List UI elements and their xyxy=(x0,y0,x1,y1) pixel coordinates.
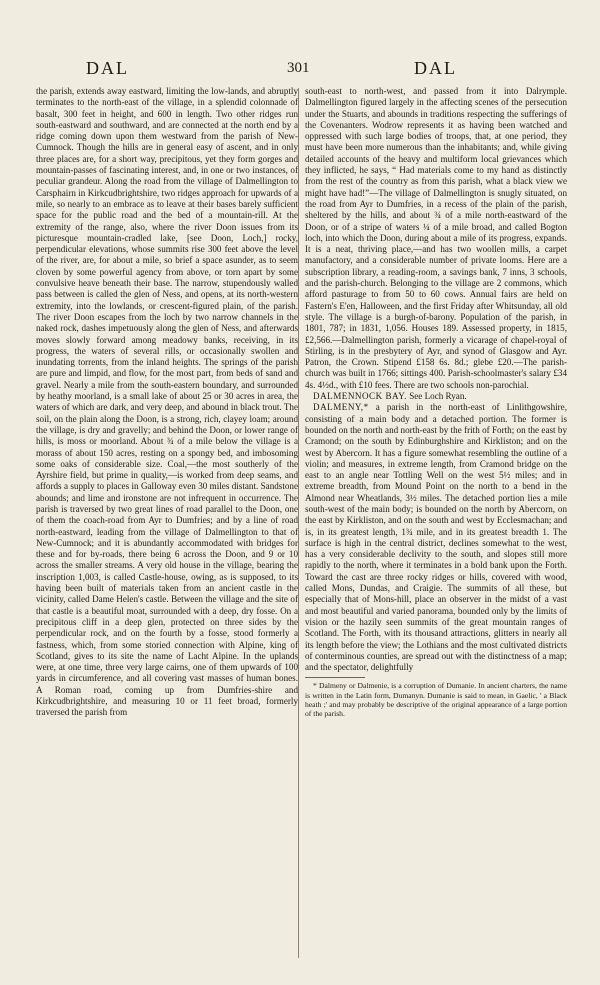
entry-heading: DALMENNOCK BAY. xyxy=(313,391,407,402)
header-left-keyword: DAL xyxy=(86,58,129,78)
entry-dalmennock-bay xyxy=(305,391,567,402)
right-column xyxy=(305,86,567,718)
entry-dalmeny xyxy=(305,402,567,673)
footnote: * Dalmeny or Dalmenie, is a corruption of Dumanie. In ancient charters, the name is written in the Latin form, Dumanyn. Dumanie is said to mean, in Gaelic, ' a Black heath ;' and may probably be descriptive of the original appearance of a large portion of the parish. xyxy=(305,681,567,719)
entry-text: See Loch Ryan. xyxy=(409,391,467,402)
entry-heading: DALMENY,* xyxy=(313,402,369,413)
footnote-rule xyxy=(305,677,365,678)
paragraph: the parish, extends away eastward, limiting the low-lands, and abruptly terminates to the north-east of the village, in a splendid colonnade of basalt, 300 feet in height, and 600 in length. Two other ridges run south-eastward and southward, and are connected at the north end by a ridge coming down upon them westward from the parish of New-Cumnock. Though the hills are in general easy of ascent, and in only three places are, for a short way, precipitous, yet they form gorges and mountain-passes of fascinating interest, and, in one or two instances, of peculiar grandeur. Along the road from the village of Dalmellington to Carsphairn in Kirkcudbrightshire, two ridges approach for upwards of a mile, so nearly to an embrace as to leave at their bases barely sufficient space for the public road and the bed of a mountain-rill. At the extremity of the range, also, where the river Doon issues from its picturesque mountain-cradled lake, [see Doon, Loch,] rocky, perpendicular elevations, whose summits rise 300 feet above the level of the river, are, for about a mile, so brief a space asunder, as to seem cloven by some powerful agency from above, or torn apart by some convulsive heave beneath their base. The narrow, stupendously walled pass between is called the glen of Ness, and opens, at its north-western extremity, into the lowlands, or crescent-figured plain, of the parish. The river Doon escapes from the loch by two narrow channels in the naked rock, dashes impetuously along the glen of Ness, and afterwards moves slowly forward among meadowy banks, receiving, in its progress, the waters of several rills, or occasionally swollen and inundating torrents, from the inland heights. The springs of the parish are pure and limpid, and flow, for the most part, from beds of sand and gravel. Nearly a mile from the south-eastern boundary, and surrounded by heathy moorland, is a small lake of about 25 or 30 acres in area, the waters of which are dark, and very deep, and abound in black trout. The soil, on the plain along the Doon, is a strong, rich, clayey loam; around the village, is dry and gravelly; and behind the Doon, or lower range of hills, is moss or moorland. About ¾ of a mile below the village is a morass of about 150 acres, resting on a spongy bed, and imbosoming some oaks of considerable size. Coal,—the most southerly of the Ayrshire field, but prime in quality,—is worked from deep seams, and affords a supply to places in Galloway even 30 miles distant. Sandstone abounds; and lime and ironstone are not infrequent in occurrence. The parish is traversed by two great lines of road parallel to the Doon, one of them the coach-road from Ayr to Dumfries; and by a line of road north-eastward, leading from the village of Dalmellington to that of New-Cumnock; and it is abundantly accommodated with bridges for these and for by-roads, there being 6 across the Doon, and 9 or 10 across the smaller streams. A very old house in the village, bearing the inscription 1,003, is called Castle-house, owing, as is supposed, to its having been built of materials taken from an ancient castle in the vicinity, called Dame Helen's castle. Between the village and the site of that castle is a beautiful moat, surrounded with a deep, dry fosse. On a precipitous cliff in a deep glen, protected on three sides by the perpendicular rock, and on the fourth by a fosse, stood formerly a fastness, which, from some storied connection with Alpine, king of Scotland, gives to its site the name of Lacht Alpine. In the uplands were, at one time, three very large cairns, one of them upwards of 100 yards in circumference, and all covering vast masses of human bones. A Roman road, coming up from Dumfries-shire and Kirkcudbrightshire, and measuring 10 or 11 feet broad, formerly traversed the parish from xyxy=(36,86,298,718)
page-number: 301 xyxy=(287,60,310,76)
paragraph: south-east to north-west, and passed from it into Dalrymple. Dalmellington figured largely in the affecting scenes of the persecution under the Stuarts, and abounds in traditions respecting the sufferings of the Covenanters. Wodrow represents it as having been watched and oppressed with such large bodies of troops, that, at one period, they must have been more numerous than the inhabitants; and, while giving detailed accounts of the heavy and multiform local grievances which they inflicted, he says, “ Had materials come to my hand as distinctly from the rest of the country as from this parish, what a black view we might have had!”—The village of Dalmellington is snugly situated, on the road from Ayr to Dumfries, in a recess of the plain of the parish, sheltered by the hills, and about ¾ of a mile north-eastward of the Doon, or of a stripe of waters ¼ of a mile broad, and called Bogton loch, into which the Doon, during about a mile of its progress, expands. It is a neat, thriving place,—and has two woollen mills, a carpet manufactory, and a considerable number of private looms. Here are a subscription library, a reading-room, a savings bank, 7 inns, 3 schools, and the parish-church. Belonging to the village are 2 commons, which afford pasturage to from 50 to 60 cows. Annual fairs are held on Fastern's E'en, Halloween, and the first Friday after Whitsunday, all old style. The village is a burgh-of-barony. Population of the parish, in 1801, 787; in 1831, 1,056. Houses 189. Assessed property, in 1815, £2,566.—Dalmellington parish, formerly a vicarage of chapel-royal of Stirling, is in the presbytery of Ayr, and synod of Glasgow and Ayr. Patron, the Crown. Stipend £158 6s. 8d.; glebe £20.—The parish-church was built in 1766; sittings 400. Parish-schoolmaster's salary £34 4s. 4½d., with £10 fees. There are two schools non-parochial. xyxy=(305,86,567,390)
header-right-keyword: DAL xyxy=(414,58,457,78)
column-divider xyxy=(298,88,299,958)
left-column xyxy=(36,86,298,719)
running-header xyxy=(0,58,600,82)
entry-text: a parish in the north-east of Linlithgowshire, consisting of a main body and a detached portion. The former is bounded on the north and north-east by the frith of Forth; on the east by Cramond; on the south by Edinburghshire and Kirkliston; and on the west by Abercorn. It has a figure somewhat resembling the outline of a violin; and measures, in extreme length, from Cramond bridge on the east to an angle near Tottling Well on the west 5½ miles; and in extreme breadth, from Mound Point on the north to a bend in the Almond near Wheatlands, 3½ miles. The detached portion lies a mile south-west of the main body; is bounded on the north by Abercorn, on the east by Kirkliston, and on the south and west by Ecclesmachan; and is, in its greatest length, 1¾ mile, and in its greatest breadth 1. The surface is high in the central district, declines somewhat to the west, has a very considerable declivity to the south, and slopes still more rapidly to the north, where it terminates in a bold bank upon the Forth. Toward the cast are three rocky ridges or hills, covered with wood, called Mons, Dundas, and Craigie. The summits of all these, but especially that of Mons-hill, place an observer in the midst of a vast and most beautiful and varied panorama, bounded only by the limits of vision or the hazily seen summits of the great mountain ranges of Scotland. The Forth, with its thousand attractions, glitters in nearly all its length before the view; the Lothians and the most cultivated districts of conterminous counties, are spread out with the distinctness of a map; and the spectator, delightfully xyxy=(305,402,567,673)
